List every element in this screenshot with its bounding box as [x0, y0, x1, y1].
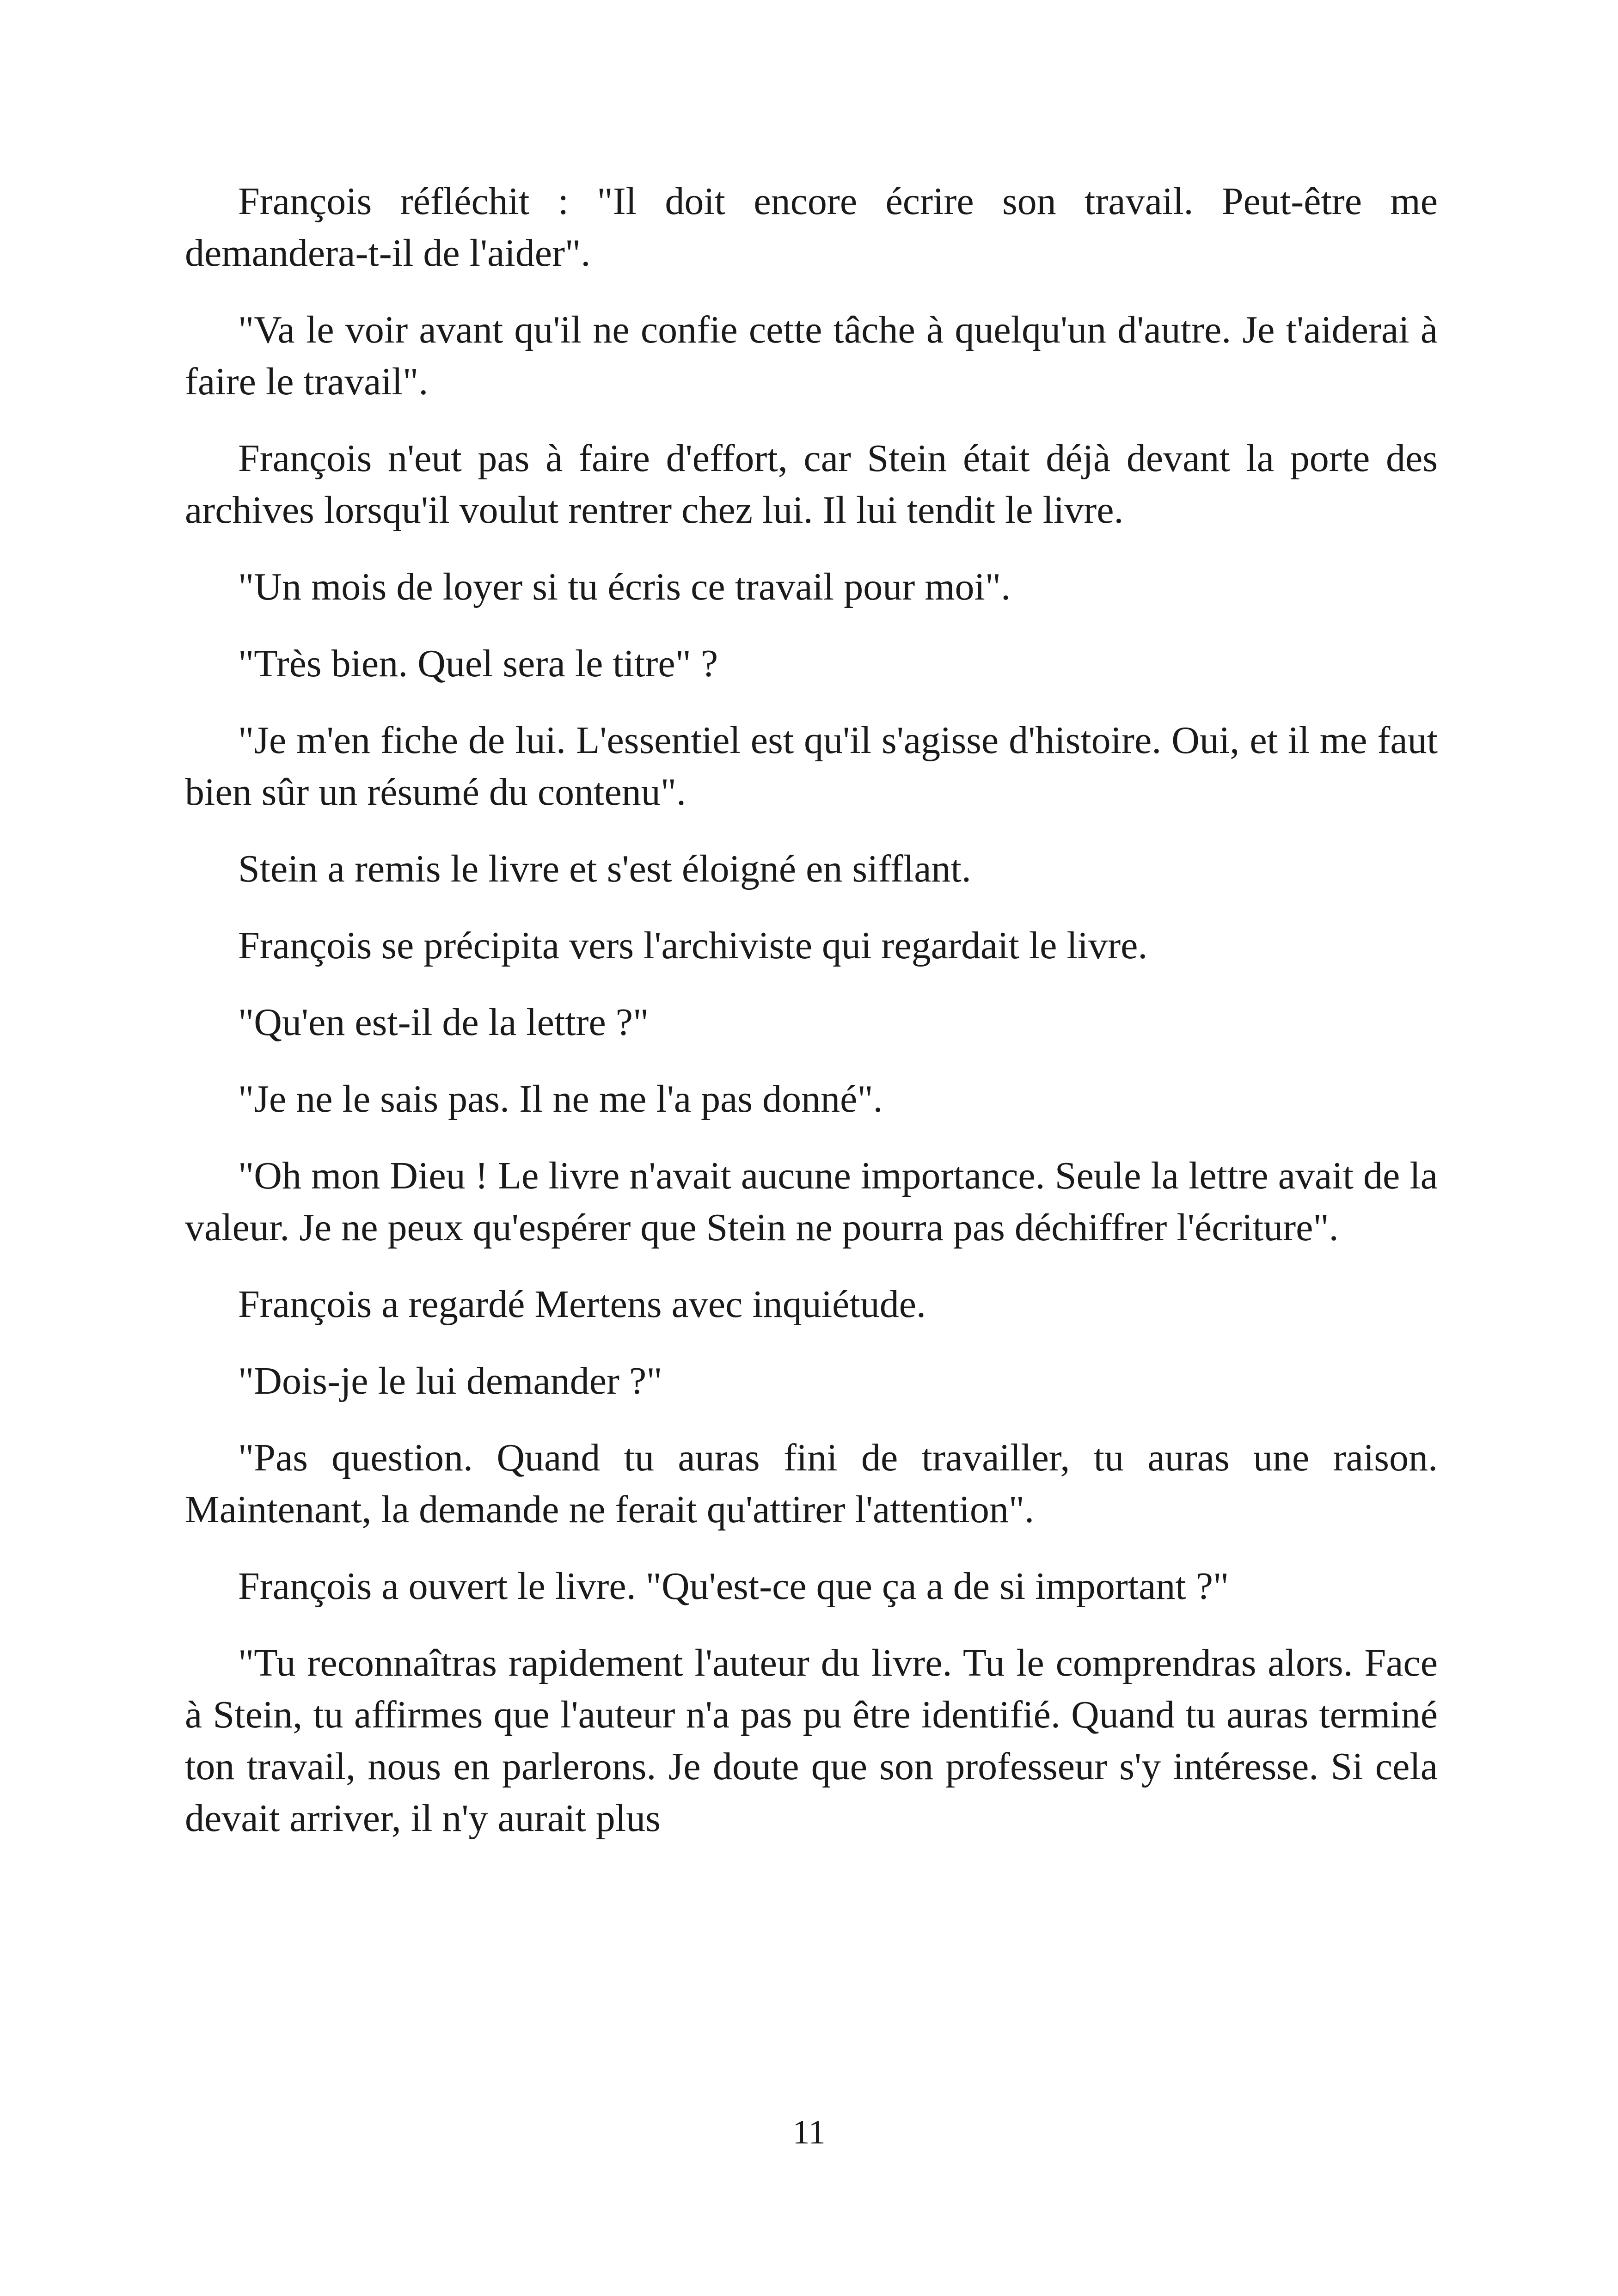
- body-text: [185, 176, 1438, 1869]
- paragraph: "Oh mon Dieu ! Le livre n'avait aucune importance. Seule la lettre avait de la valeur. Je ne peux qu'espérer que Stein ne pourra pas déchiffrer l'écriture".: [185, 1154, 1438, 1249]
- page-number: 11: [792, 2113, 826, 2151]
- paragraph: "Pas question. Quand tu auras fini de travailler, tu auras une raison. Maintenant, la demande ne ferait qu'attirer l'attention".: [185, 1436, 1438, 1531]
- paragraph: François réfléchit : "Il doit encore écrire son travail. Peut-être me demandera-t-il de l'aider".: [185, 180, 1438, 275]
- paragraph: François a ouvert le livre. "Qu'est-ce que ça a de si important ?": [238, 1565, 1229, 1608]
- paragraph: Stein a remis le livre et s'est éloigné en sifflant.: [238, 847, 971, 890]
- paragraph: François n'eut pas à faire d'effort, car Stein était déjà devant la porte des archives lorsqu'il voulut rentrer chez lui. Il lui tendit le livre.: [185, 437, 1438, 532]
- paragraph: "Dois-je le lui demander ?": [238, 1359, 662, 1402]
- paragraph: "Qu'en est-il de la lettre ?": [238, 1001, 649, 1044]
- paragraph: "Très bien. Quel sera le titre" ?: [238, 642, 718, 685]
- paragraph: "Tu reconnaîtras rapidement l'auteur du livre. Tu le comprendras alors. Face à Stein, tu affirmes que l'auteur n'a pas pu être identifié. Quand tu auras terminé ton travail, nous en parlerons. Je doute que son professeur s'y intéresse. Si cela devait arriver, il n'y aurait plus: [185, 1641, 1438, 1840]
- paragraph: François a regardé Mertens avec inquiétude.: [238, 1283, 926, 1326]
- paragraph: "Je ne le sais pas. Il ne me l'a pas donné".: [238, 1078, 883, 1120]
- paragraph: "Un mois de loyer si tu écris ce travail pour moi".: [238, 565, 1011, 608]
- paragraph: "Je m'en fiche de lui. L'essentiel est qu'il s'agisse d'histoire. Oui, et il me faut bien sûr un résumé du contenu".: [185, 719, 1438, 814]
- paragraph: François se précipita vers l'archiviste qui regardait le livre.: [238, 924, 1148, 967]
- paragraph: "Va le voir avant qu'il ne confie cette tâche à quelqu'un d'autre. Je t'aiderai à faire le travail".: [185, 308, 1438, 403]
